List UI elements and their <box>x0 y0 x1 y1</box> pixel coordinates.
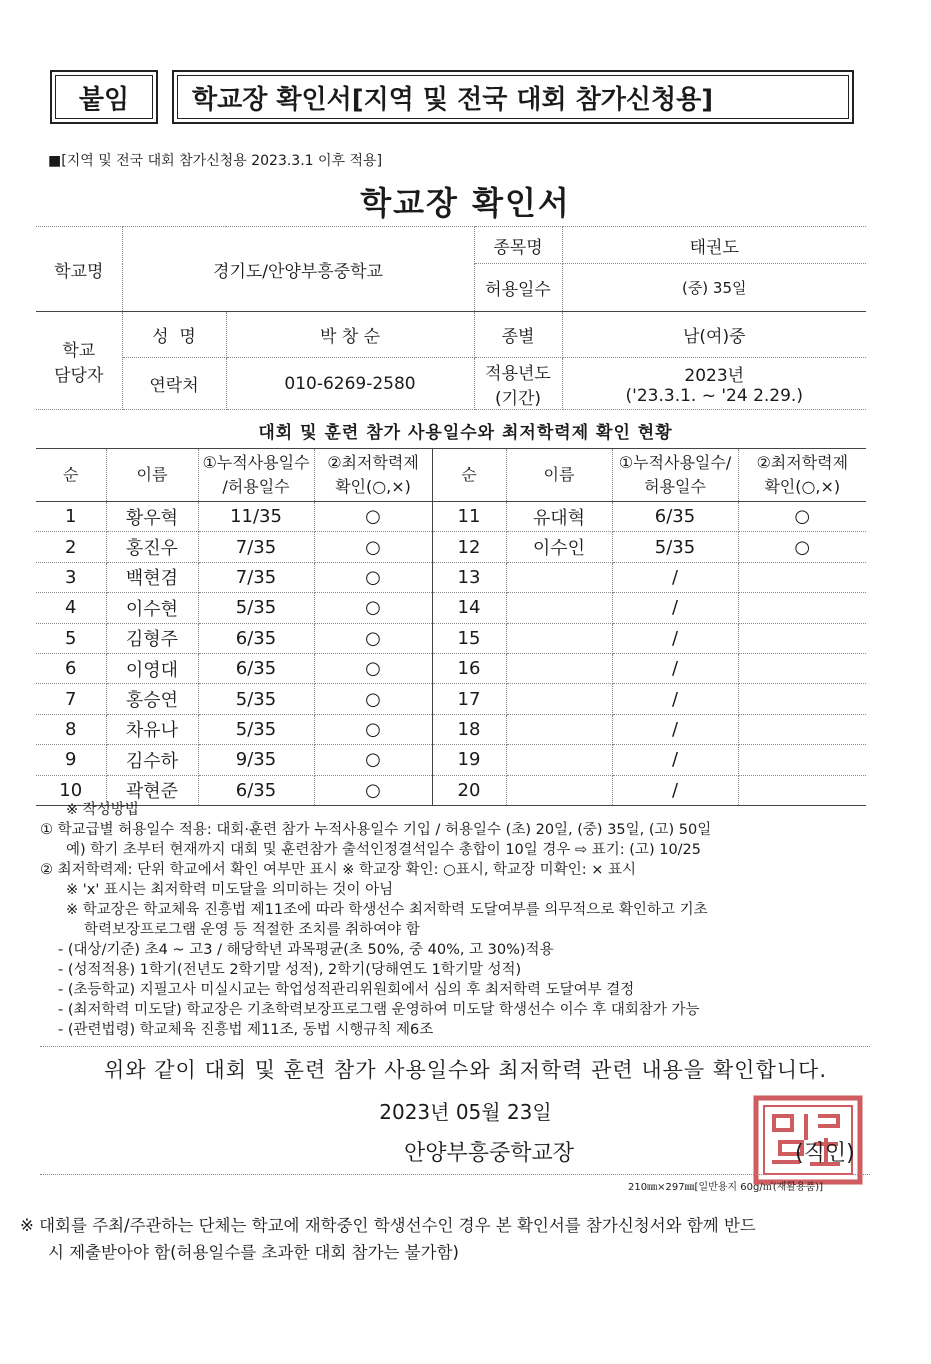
col-academic <box>314 449 432 502</box>
col-academic-right-line1: ②최저학력제 <box>756 453 849 472</box>
row-no: 20 <box>432 775 506 805</box>
note-1: ① 학교급별 허용일수 적용: 대회·훈련 참가 누적사용일수 기입 / 허용일수 (초) 20일, (중) 35일, (고) 50일 <box>40 822 712 838</box>
row-days: / <box>612 653 738 683</box>
status-heading: 대회 및 훈련 참가 사용일수와 최저학력제 확인 현황 <box>258 423 673 443</box>
row-check <box>738 623 866 653</box>
row-no: 13 <box>432 562 506 592</box>
form-subtitle: ■[지역 및 전국 대회 참가신청용 2023.3.1 이후 적용] <box>48 153 383 169</box>
row-days: 11/35 <box>198 502 314 532</box>
row-name <box>506 593 612 623</box>
col-days-line2: /허용일수 <box>222 477 290 496</box>
row-no: 18 <box>432 714 506 744</box>
note-2: ② 최저학력제: 단위 학교에서 확인 여부만 표시 ※ 학교장 확인: ○표시, 학교장 미확인: × 표시 <box>40 862 636 878</box>
table-row <box>36 745 866 775</box>
school-value: 경기도/안양부흥중학교 <box>122 227 474 312</box>
table-row <box>36 623 866 653</box>
note-detail-elementary: - (초등학교) 지필고사 미실시교는 학업성적관리위원회에서 심의 후 최저학력 도달여부 결정 <box>58 982 635 998</box>
col-academic-line1: ②최저학력제 <box>327 453 419 472</box>
note-1-example: 예) 학기 초부터 현재까지 대회 및 훈련참가 출석인정결석일수 총합이 10일 경우 ⇨ 표기: (고) 10/25 <box>66 842 702 858</box>
row-check <box>738 684 866 714</box>
row-no: 15 <box>432 623 506 653</box>
header-title-box <box>172 70 854 124</box>
row-days: 6/35 <box>612 502 738 532</box>
row-days: / <box>612 623 738 653</box>
row-check: ○ <box>314 653 432 683</box>
year-value-line2: ('23.3.1. ~ '24 2.29.) <box>625 386 803 406</box>
note-detail-target: - (대상/기준) 초4 ~ 고3 / 해당학년 과목평균(초 50%, 중 40%, 고 30%)적용 <box>58 942 554 958</box>
principal-name: 안양부흥중학교장 <box>404 1141 575 1166</box>
row-name: 곽현준 <box>106 775 198 805</box>
contact-label: 연락처 <box>122 358 226 410</box>
table-row <box>36 502 866 532</box>
row-check: ○ <box>314 684 432 714</box>
row-no: 9 <box>36 745 106 775</box>
row-no: 10 <box>36 775 106 805</box>
confirmation-statement: 위와 같이 대회 및 훈련 참가 사용일수와 최저학력 관련 내용을 확인합니다. <box>103 1058 827 1082</box>
row-name: 김수하 <box>106 745 198 775</box>
row-days: 9/35 <box>198 745 314 775</box>
row-no: 16 <box>432 653 506 683</box>
col-academic-right <box>738 449 866 502</box>
row-no: 12 <box>432 532 506 562</box>
paper-spec: 210㎜×297㎜[일반용지 60g/㎡(재활용품)] <box>628 1182 824 1193</box>
category-value: 남(여)중 <box>562 312 866 358</box>
col-days-right-line1: ①누적사용일수/ <box>618 453 732 472</box>
row-check <box>738 714 866 744</box>
row-check <box>738 653 866 683</box>
row-days: 5/35 <box>612 532 738 562</box>
row-check <box>738 562 866 592</box>
row-no: 5 <box>36 623 106 653</box>
note-detail-grades: - (성적적용) 1학기(전년도 2학기말 성적), 2학기(당해연도 1학기말 성적) <box>58 962 522 978</box>
row-days: / <box>612 562 738 592</box>
row-name <box>506 745 612 775</box>
col-no-right: 순 <box>432 449 506 502</box>
row-name: 홍승연 <box>106 684 198 714</box>
row-days: / <box>612 684 738 714</box>
table-row <box>36 532 866 562</box>
row-no: 8 <box>36 714 106 744</box>
row-days: 6/35 <box>198 653 314 683</box>
header-title: 학교장 확인서[지역 및 전국 대회 참가신청용] <box>192 84 714 115</box>
table-row <box>36 714 866 744</box>
table-row <box>36 653 866 683</box>
row-no: 4 <box>36 593 106 623</box>
allowed-days-value: (중) 35일 <box>562 264 866 312</box>
col-days-line1: ①누적사용일수 <box>202 453 310 472</box>
submission-note-line2: 시 제출받아야 함(허용일수를 초과한 대회 참가는 불가함) <box>48 1243 459 1262</box>
col-academic-right-line2: 확인(○,×) <box>764 477 841 496</box>
note-detail-law: - (관련법령) 학교체육 진흥법 제11조, 동법 시행규칙 제6조 <box>58 1022 434 1038</box>
divider <box>40 1046 870 1047</box>
year-label-line2: (기간) <box>494 388 542 409</box>
row-name <box>506 714 612 744</box>
row-days: 5/35 <box>198 684 314 714</box>
manager-label <box>36 312 122 410</box>
row-days: / <box>612 714 738 744</box>
col-days-right-line2: 허용일수 <box>644 477 706 496</box>
sport-value: 태권도 <box>562 227 866 264</box>
row-name: 이수현 <box>106 593 198 623</box>
row-name: 백현겸 <box>106 562 198 592</box>
note-2-c: 학력보장프로그램 운영 등 적절한 조치를 취하여야 함 <box>84 922 420 938</box>
name-value: 박 창 순 <box>226 312 474 358</box>
row-no: 11 <box>432 502 506 532</box>
row-check: ○ <box>738 532 866 562</box>
row-days: / <box>612 593 738 623</box>
row-name: 김형주 <box>106 623 198 653</box>
row-check: ○ <box>314 745 432 775</box>
row-name: 홍진우 <box>106 532 198 562</box>
row-no: 2 <box>36 532 106 562</box>
row-check: ○ <box>314 593 432 623</box>
year-label-line1: 적용년도 <box>485 363 551 384</box>
row-name: 이영대 <box>106 653 198 683</box>
col-name: 이름 <box>106 449 198 502</box>
attachment-label <box>50 70 158 124</box>
col-days <box>198 449 314 502</box>
row-days: / <box>612 775 738 805</box>
row-check: ○ <box>314 562 432 592</box>
row-name: 이수인 <box>506 532 612 562</box>
row-check: ○ <box>314 502 432 532</box>
school-label: 학교명 <box>36 227 122 312</box>
entry-table <box>36 448 866 806</box>
row-no: 17 <box>432 684 506 714</box>
category-label: 종별 <box>474 312 562 358</box>
row-name <box>506 684 612 714</box>
year-value-line1: 2023년 <box>684 366 745 386</box>
note-detail-unmet: - (최저학력 미도달) 학교장은 기초학력보장프로그램 운영하여 미도달 학생선수 이수 후 대회참가 가능 <box>58 1002 700 1018</box>
attachment-label-text: 붙임 <box>78 84 130 115</box>
divider <box>40 1174 870 1175</box>
info-table <box>36 226 866 410</box>
allowed-days-label: 허용일수 <box>474 264 562 312</box>
year-value <box>562 358 866 410</box>
year-label <box>474 358 562 410</box>
row-no: 6 <box>36 653 106 683</box>
row-name <box>506 562 612 592</box>
col-name-right: 이름 <box>506 449 612 502</box>
row-check: ○ <box>738 502 866 532</box>
row-check: ○ <box>314 714 432 744</box>
table-row <box>36 562 866 592</box>
row-check: ○ <box>314 775 432 805</box>
row-no: 14 <box>432 593 506 623</box>
row-no: 19 <box>432 745 506 775</box>
sport-label: 종목명 <box>474 227 562 264</box>
manager-label-line1: 학교 <box>62 340 96 361</box>
row-no: 7 <box>36 684 106 714</box>
manager-label-line2: 담당자 <box>54 365 104 386</box>
row-days: 6/35 <box>198 775 314 805</box>
row-days: 7/35 <box>198 562 314 592</box>
row-name: 차유나 <box>106 714 198 744</box>
col-academic-line2: 확인(○,×) <box>335 477 411 496</box>
row-check: ○ <box>314 532 432 562</box>
row-name <box>506 623 612 653</box>
row-no: 3 <box>36 562 106 592</box>
row-days: 7/35 <box>198 532 314 562</box>
col-days-right <box>612 449 738 502</box>
row-check <box>738 593 866 623</box>
submission-note <box>20 1212 900 1266</box>
row-days: 6/35 <box>198 623 314 653</box>
row-name: 황우혁 <box>106 502 198 532</box>
seal-label: (직인) <box>795 1141 855 1166</box>
row-check: ○ <box>314 623 432 653</box>
notes-title: ※ 작성방법 <box>66 802 139 818</box>
entry-table-header <box>36 449 866 502</box>
row-check <box>738 745 866 775</box>
row-name <box>506 653 612 683</box>
table-row <box>36 684 866 714</box>
submission-note-line1: ※ 대회를 주최/주관하는 단체는 학교에 재학중인 학생선수인 경우 본 확인서를 참가신청서와 함께 반드 <box>20 1216 756 1235</box>
col-no: 순 <box>36 449 106 502</box>
row-no: 1 <box>36 502 106 532</box>
contact-value: 010-6269-2580 <box>226 358 474 410</box>
row-days: / <box>612 745 738 775</box>
row-days: 5/35 <box>198 714 314 744</box>
document-title: 학교장 확인서 <box>360 184 571 222</box>
note-2-a: ※ 'x' 표시는 최저학력 미도달을 의미하는 것이 아님 <box>66 882 394 898</box>
issue-date: 2023년 05월 23일 <box>379 1100 552 1124</box>
row-name: 유대혁 <box>506 502 612 532</box>
note-2-b: ※ 학교장은 학교체육 진흥법 제11조에 따라 학생선수 최저학력 도달여부를 의무적으로 확인하고 기초 <box>66 902 708 918</box>
name-label: 성 명 <box>122 312 226 358</box>
table-row <box>36 593 866 623</box>
row-days: 5/35 <box>198 593 314 623</box>
writing-instructions <box>40 800 880 1040</box>
